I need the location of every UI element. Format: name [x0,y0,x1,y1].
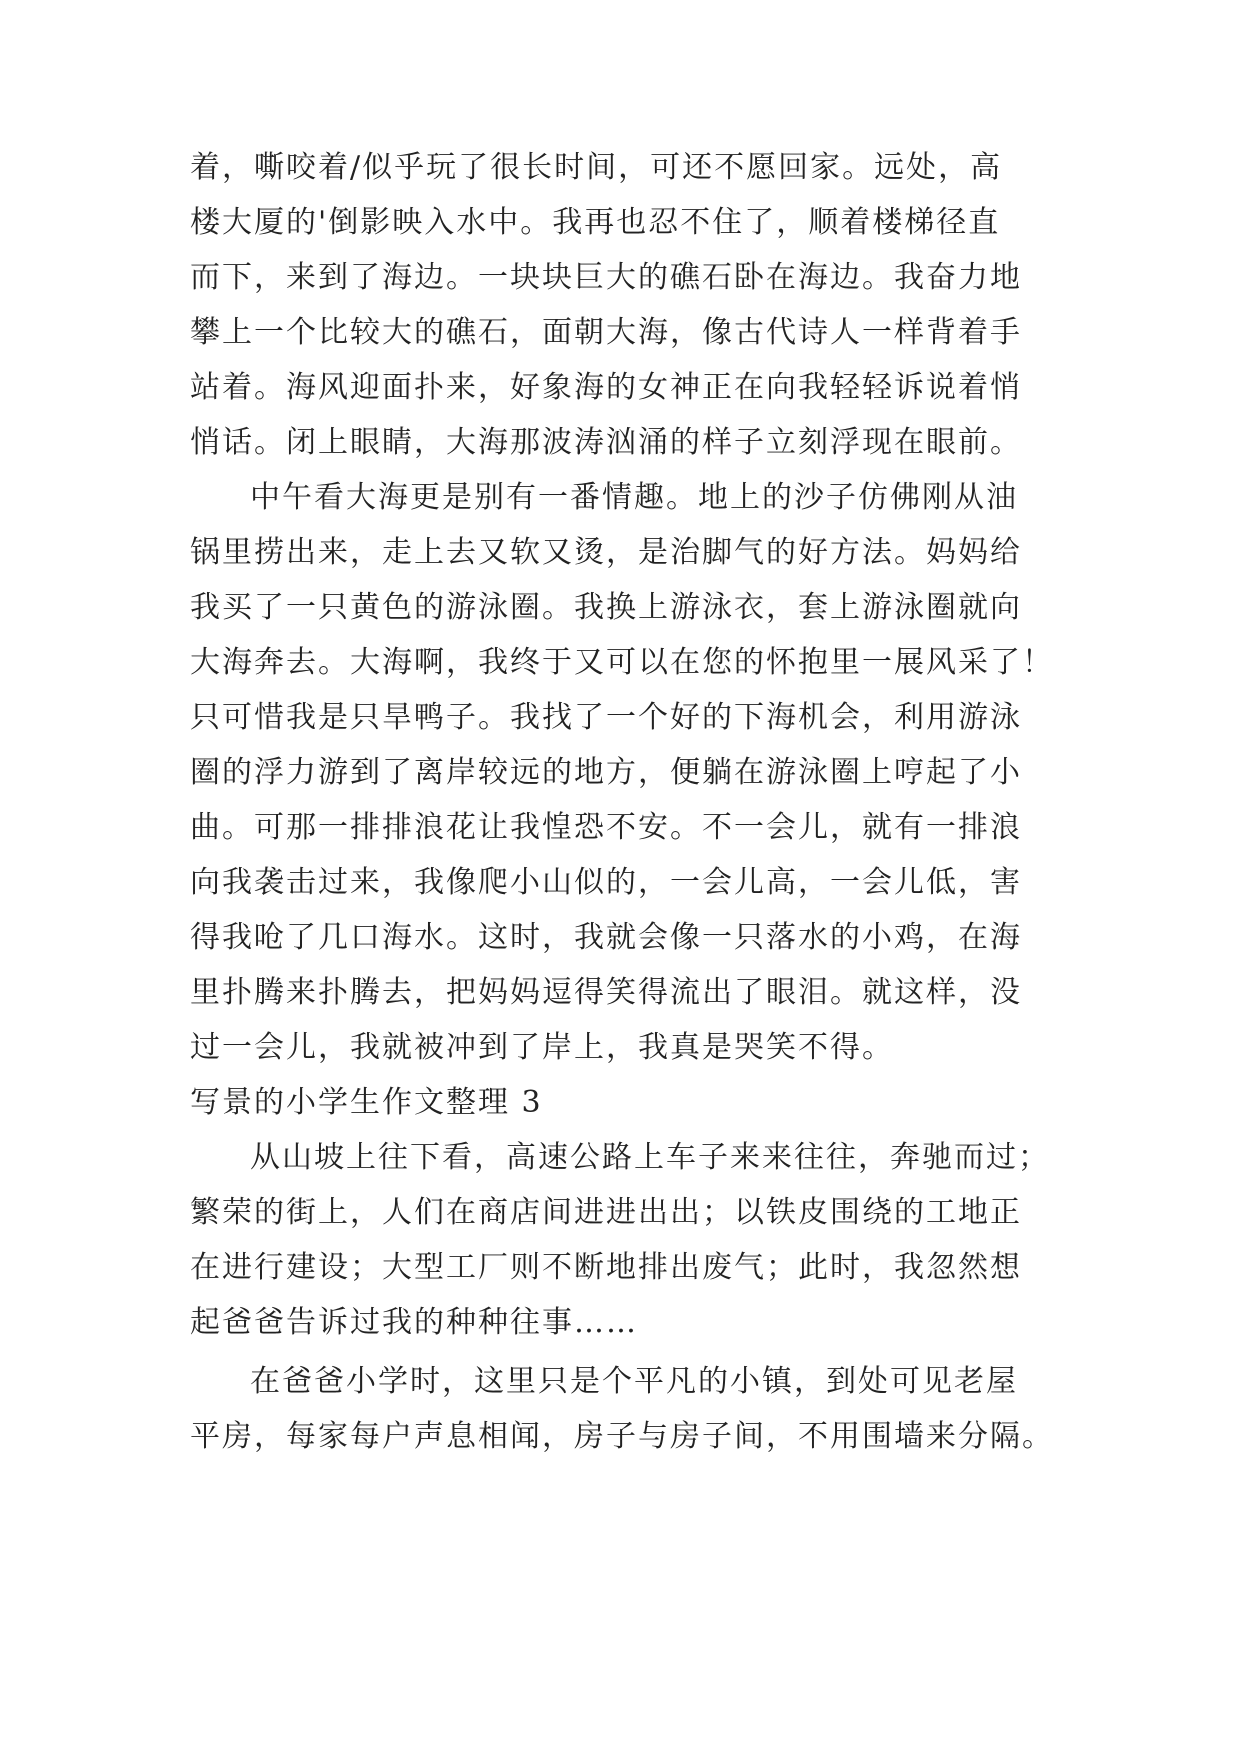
text-line: 而下，来到了海边。一块块巨大的礁石卧在海边。我奋力地 [190,260,1022,295]
text-line: 平房，每家每户声息相闻，房子与房子间，不用围墙来分隔。 [190,1419,1054,1454]
text-line: 繁荣的街上，人们在商店间进进出出；以铁皮围绕的工地正 [190,1195,1022,1230]
text-line: 曲。可那一排排浪花让我惶恐不安。不一会儿，就有一排浪 [190,810,1022,845]
section-heading: 写景的小学生作文整理 3 [190,1085,543,1120]
text-line: 得我呛了几口海水。这时，我就会像一只落水的小鸡，在海 [190,920,1022,955]
text-line: 我买了一只黄色的游泳圈。我换上游泳衣，套上游泳圈就向 [190,590,1022,625]
text-line: 锅里捞出来，走上去又软又烫，是治脚气的好方法。妈妈给 [190,535,1022,570]
text-line: 向我袭击过来，我像爬小山似的，一会儿高，一会儿低，害 [190,865,1022,900]
text-line: 楼大厦的'倒影映入水中。我再也忍不住了，顺着楼梯径直 [190,205,1001,240]
text-line: 里扑腾来扑腾去，把妈妈逗得笑得流出了眼泪。就这样，没 [190,975,1022,1010]
text-line: 悄话。闭上眼睛，大海那波涛汹涌的样子立刻浮现在眼前。 [190,425,1022,460]
paragraph-start-line: 从山坡上往下看，高速公路上车子来来往往，奔驰而过； [250,1140,1050,1175]
text-line: 过一会儿，我就被冲到了岸上，我真是哭笑不得。 [190,1030,894,1065]
text-line: 着，嘶咬着/似乎玩了很长时间，可还不愿回家。远处，高 [190,150,1003,185]
text-line: 起爸爸告诉过我的种种往事…… [190,1305,638,1340]
text-line: 大海奔去。大海啊，我终于又可以在您的怀抱里一展风采了！ [190,645,1054,680]
text-line: 攀上一个比较大的礁石，面朝大海，像古代诗人一样背着手 [190,315,1022,350]
text-line: 站着。海风迎面扑来，好象海的女神正在向我轻轻诉说着悄 [190,370,1022,405]
text-line: 圈的浮力游到了离岸较远的地方，便躺在游泳圈上哼起了小 [190,755,1022,790]
text-line: 只可惜我是只旱鸭子。我找了一个好的下海机会，利用游泳 [190,700,1022,735]
paragraph-start-line: 在爸爸小学时，这里只是个平凡的小镇，到处可见老屋 [250,1364,1018,1399]
paragraph-start-line: 中午看大海更是别有一番情趣。地上的沙子仿佛刚从油 [250,480,1018,515]
text-line: 在进行建设；大型工厂则不断地排出废气；此时，我忽然想 [190,1250,1022,1285]
